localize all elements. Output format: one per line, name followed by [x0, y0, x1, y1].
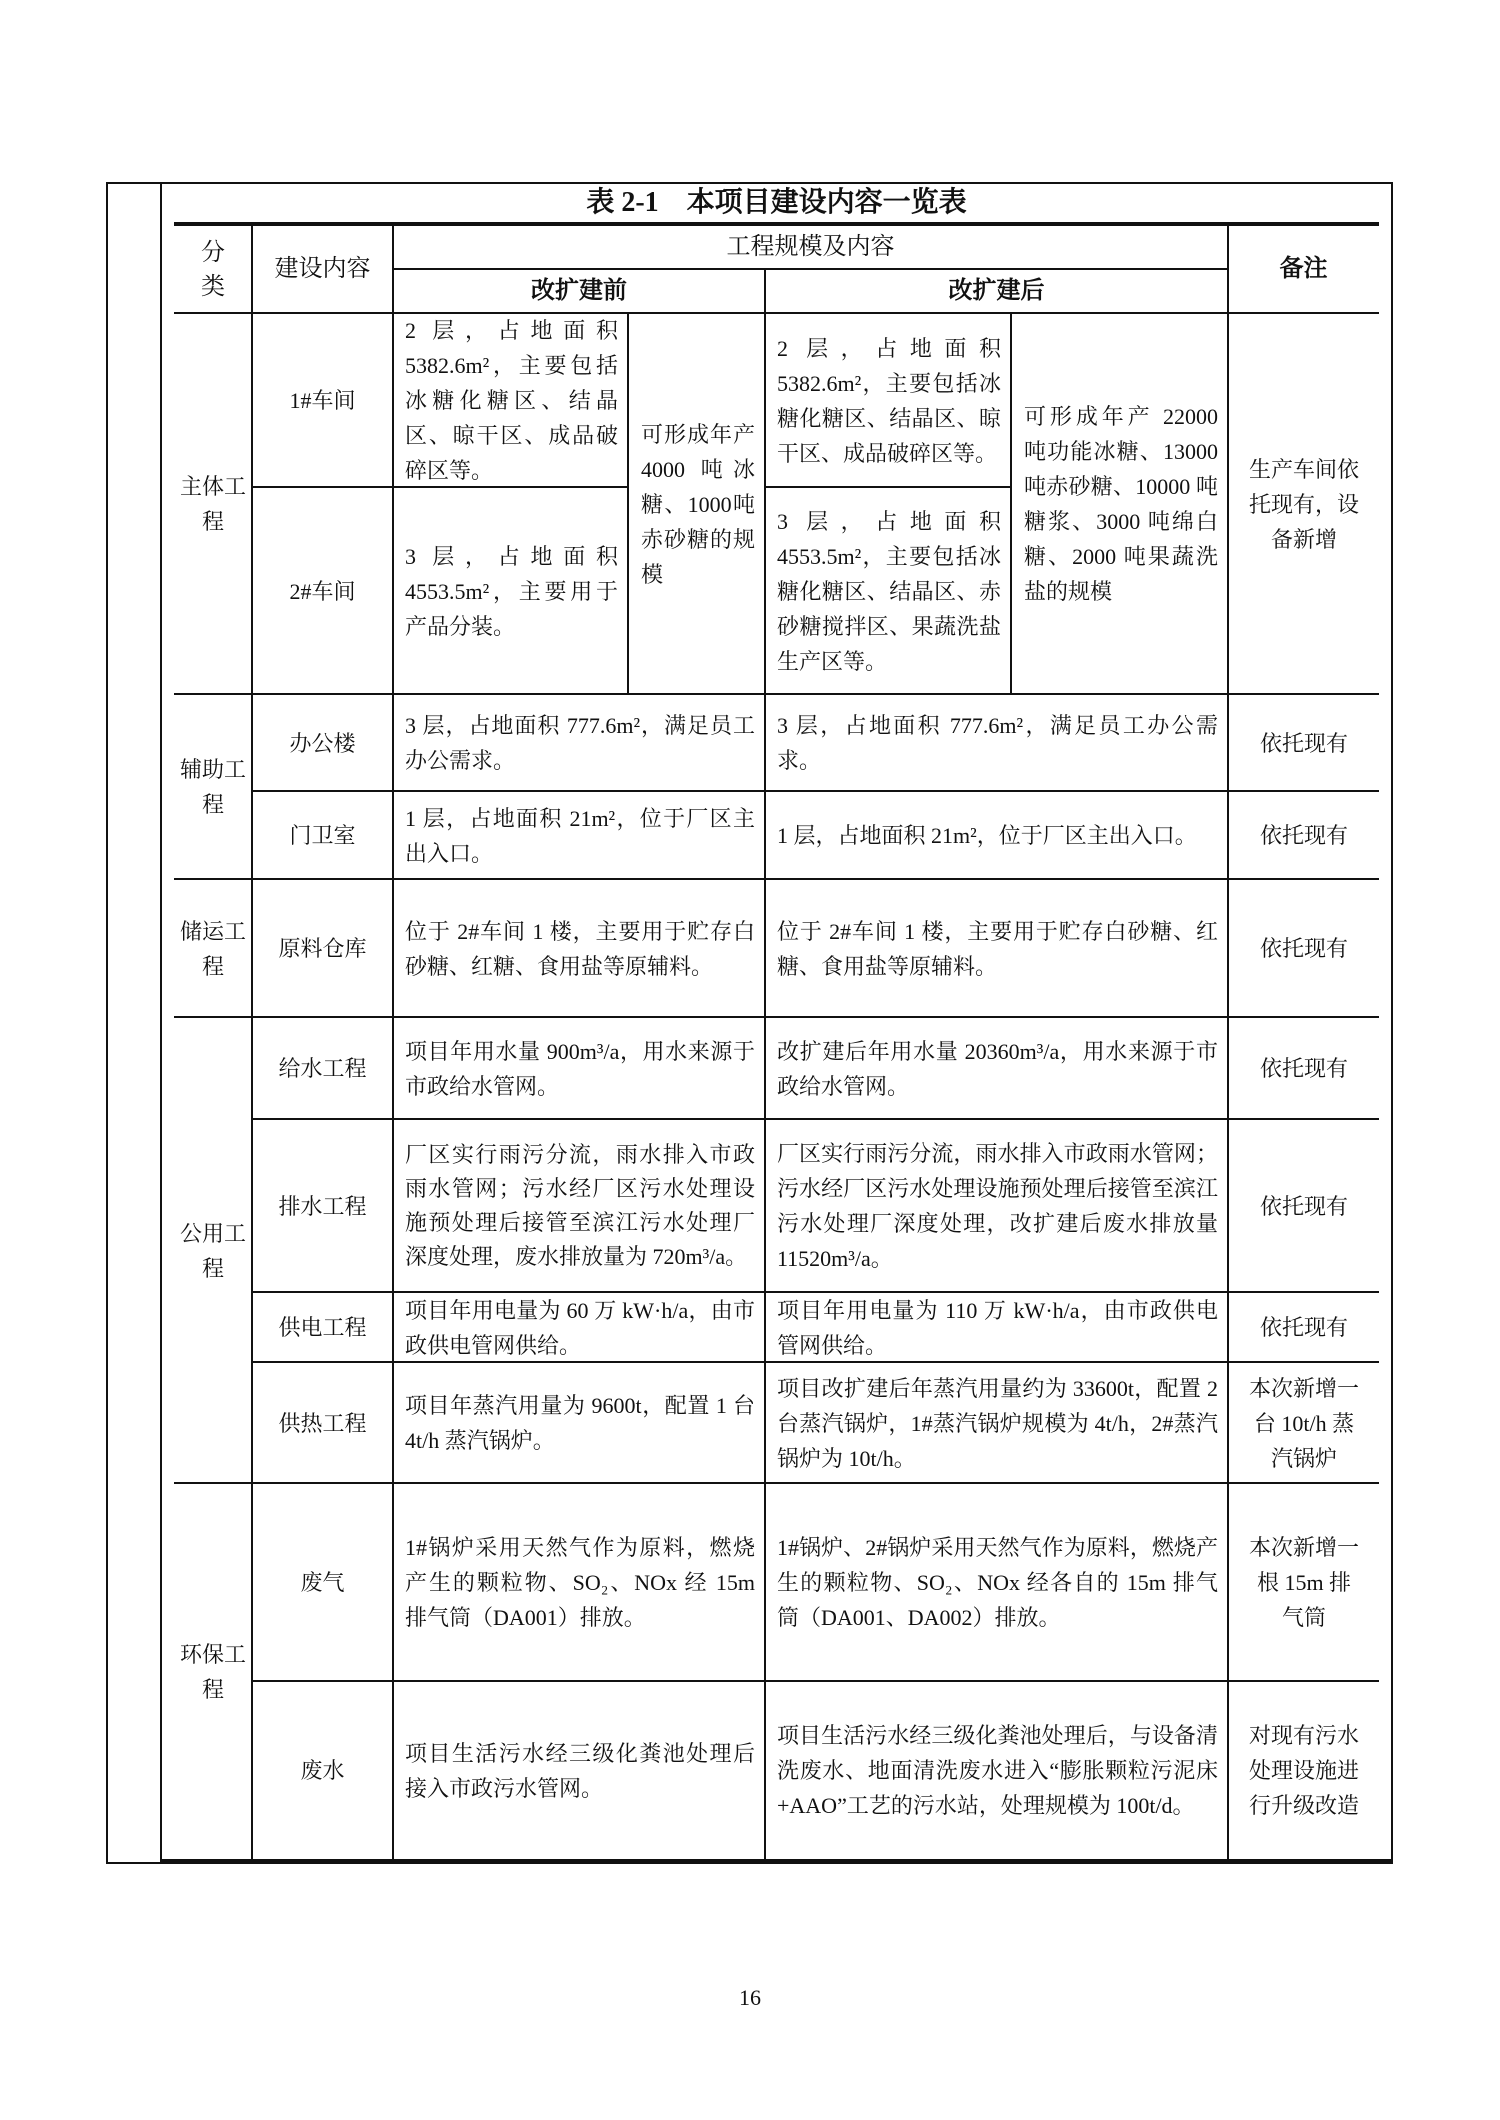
header-before — [393, 270, 765, 313]
before-gate — [393, 792, 765, 879]
cell-text: 1#锅炉、2#锅炉采用天然气作为原料，燃烧产生的颗粒物、SO₂、NOx 经各自的 15m 排气筒（DA001、DA002）排放。 — [777, 1535, 1218, 1630]
cell-text: 3 层，占地面积 4553.5m²，主要包括冰糖化糖区、结晶区、赤砂糖搅拌区、果蔬洗盐生产区等。 — [777, 508, 1001, 674]
after-storage — [765, 880, 1228, 1017]
table-bottom-rule — [160, 1859, 1393, 1864]
remark-gas — [1229, 1484, 1379, 1681]
before-heat — [393, 1363, 765, 1483]
after-capacity — [1012, 314, 1228, 694]
before-capacity — [629, 314, 765, 694]
frame-inner-divider — [160, 182, 162, 1864]
header-after-text: 改扩建后 — [948, 278, 1045, 304]
before-ws2 — [393, 488, 628, 694]
item-text: 供热工程 — [278, 1410, 367, 1436]
header-before-text: 改扩建前 — [531, 278, 627, 304]
cell-text: 可形成年产 22000 吨功能冰糖、13000 吨赤砂糖、10000 吨糖浆、3000 吨绵白糖、2000 吨果蔬洗盐的规模 — [1024, 404, 1218, 604]
remark-drain — [1229, 1120, 1379, 1292]
item-power — [252, 1293, 393, 1362]
cell-text: 3 层，占地面积 777.6m²，满足员工办公需求。 — [405, 713, 755, 773]
header-after — [765, 270, 1228, 313]
group-aux-label: 辅助工程 — [179, 757, 246, 817]
cell-text: 生产车间依托现有，设备新增 — [1248, 456, 1359, 552]
item-drain — [252, 1120, 393, 1292]
after-power — [765, 1293, 1228, 1362]
header-remark-text: 备注 — [1279, 256, 1328, 282]
cell-text: 1 层，占地面积 21m²，位于厂区主出入口。 — [405, 805, 755, 866]
before-ws1 — [393, 314, 628, 487]
item-text: 1#车间 — [289, 388, 356, 413]
before-drain — [393, 1120, 765, 1292]
cell-text: 依托现有 — [1259, 1193, 1348, 1219]
page-number: 16 — [739, 1985, 761, 2010]
group-utility-label: 公用工程 — [179, 1220, 246, 1281]
cell-text: 对现有污水处理设施进行升级改造 — [1248, 1723, 1359, 1818]
item-heat — [252, 1363, 393, 1483]
header-category — [174, 226, 252, 313]
remark-power — [1229, 1293, 1379, 1362]
group-aux — [174, 695, 252, 879]
remark-heat — [1229, 1363, 1379, 1483]
before-storage — [393, 880, 765, 1017]
group-storage-label: 储运工程 — [179, 918, 246, 979]
cell-text: 厂区实行雨污分流，雨水排入市政雨水管网；污水经厂区污水处理设施预处理后接管至滨江污水处理厂深度处理，废水排放量为 720m³/a。 — [405, 1142, 755, 1269]
cell-text: 可形成年产 4000 吨冰糖、1000吨赤砂糖的规模 — [641, 421, 755, 587]
remark-main — [1229, 314, 1379, 694]
cell-text: 依托现有 — [1259, 936, 1348, 961]
item-text: 门卫室 — [289, 823, 356, 848]
item-text: 2#车间 — [289, 578, 356, 604]
cell-text: 项目改扩建后年蒸汽用量约为 33600t，配置 2 台蒸汽锅炉，1#蒸汽锅炉规模为 4t/h，2#蒸汽锅炉为 10t/h。 — [777, 1375, 1218, 1471]
cell-text: 项目生活污水经三级化粪池处理后接入市政污水管网。 — [405, 1740, 755, 1801]
cell-text: 项目生活污水经三级化粪池处理后，与设备清洗废水、地面清洗废水进入“膨胀颗粒污泥床+AAO”工艺的污水站，处理规模为 100t/d。 — [777, 1723, 1218, 1818]
header-scale — [393, 226, 1228, 269]
after-drain — [765, 1120, 1228, 1292]
header-scale-text: 工程规模及内容 — [726, 234, 895, 260]
item-text: 供电工程 — [278, 1315, 367, 1340]
cell-text: 项目年用电量为 110 万 kW·h/a，由市政供电管网供给。 — [777, 1297, 1218, 1358]
group-main — [174, 314, 252, 694]
item-ws2 — [252, 488, 393, 694]
before-office — [393, 695, 765, 791]
item-text: 废水 — [300, 1758, 345, 1783]
before-power — [393, 1293, 765, 1362]
item-water — [252, 1018, 393, 1119]
after-heat — [765, 1363, 1228, 1483]
table-title: 表 2-1 本项目建设内容一览表 — [586, 187, 967, 218]
item-text: 原料仓库 — [278, 936, 367, 961]
before-gas — [393, 1484, 765, 1681]
cell-text: 1#锅炉采用天然气作为原料，燃烧产生的颗粒物、SO₂、NOx 经 15m 排气筒（DA001）排放。 — [405, 1535, 755, 1630]
item-storage — [252, 880, 393, 1017]
after-water — [765, 1018, 1228, 1119]
cell-text: 本次新增一根 15m 排气筒 — [1248, 1535, 1359, 1630]
item-text: 排水工程 — [278, 1193, 367, 1219]
after-gas — [765, 1484, 1228, 1681]
cell-text: 改扩建后年用水量 20360m³/a，用水来源于市政给水管网。 — [777, 1038, 1218, 1099]
group-env-label: 环保工程 — [179, 1642, 246, 1702]
cell-text: 3 层，占地面积 777.6m²，满足员工办公需求。 — [777, 713, 1218, 773]
cell-text: 2 层，占地面积 5382.6m²，主要包括冰糖化糖区、结晶区、晾干区、成品破碎区等。 — [405, 318, 618, 483]
item-text: 给水工程 — [278, 1056, 367, 1081]
header-content — [252, 226, 393, 313]
item-ws1 — [252, 314, 393, 487]
item-wastewater — [252, 1682, 393, 1859]
cell-text: 项目年蒸汽用量为 9600t，配置 1 台 4t/h 蒸汽锅炉。 — [405, 1393, 755, 1453]
group-storage — [174, 880, 252, 1017]
cell-text: 1 层，占地面积 21m²，位于厂区主出入口。 — [777, 823, 1197, 848]
item-gate — [252, 792, 393, 879]
header-category-text: 分类 — [201, 239, 225, 300]
after-office — [765, 695, 1228, 791]
item-gas — [252, 1484, 393, 1681]
cell-text: 位于 2#车间 1 楼，主要用于贮存白砂糖、红糖、食用盐等原辅料。 — [405, 918, 755, 979]
after-wastewater — [765, 1682, 1228, 1859]
remark-storage — [1229, 880, 1379, 1017]
item-text: 废气 — [300, 1570, 345, 1595]
after-ws2 — [765, 488, 1011, 694]
cell-text: 依托现有 — [1259, 730, 1348, 756]
item-office — [252, 695, 393, 791]
cell-text: 3 层，占地面积 4553.5m²，主要用于产品分装。 — [405, 543, 618, 639]
cell-text: 本次新增一台 10t/h 蒸汽锅炉 — [1248, 1375, 1359, 1471]
cell-text: 依托现有 — [1259, 1056, 1348, 1081]
cell-text: 厂区实行雨污分流，雨水排入市政雨水管网；污水经厂区污水处理设施预处理后接管至滨江污水处理厂深度处理，改扩建后废水排放量 11520m³/a。 — [777, 1141, 1218, 1271]
remark-gate — [1229, 792, 1379, 879]
remark-water — [1229, 1018, 1379, 1119]
after-gate — [765, 792, 1228, 879]
remark-office — [1229, 695, 1379, 791]
cell-text: 2 层，占地面积 5382.6m²，主要包括冰糖化糖区、结晶区、晾干区、成品破碎区等。 — [777, 335, 1001, 466]
header-remark — [1228, 226, 1379, 313]
cell-text: 依托现有 — [1259, 1315, 1348, 1340]
group-main-label: 主体工程 — [179, 474, 246, 534]
cell-text: 项目年用水量 900m³/a，用水来源于市政给水管网。 — [405, 1038, 755, 1099]
before-water — [393, 1018, 765, 1119]
group-env — [174, 1484, 252, 1860]
cell-text: 依托现有 — [1259, 823, 1348, 848]
cell-text: 项目年用电量为 60 万 kW·h/a，由市政供电管网供给。 — [405, 1297, 755, 1358]
item-text: 办公楼 — [289, 730, 356, 756]
group-utility — [174, 1018, 252, 1483]
cell-text: 位于 2#车间 1 楼，主要用于贮存白砂糖、红糖、食用盐等原辅料。 — [777, 918, 1218, 979]
header-content-text: 建设内容 — [274, 256, 371, 282]
before-wastewater — [393, 1682, 765, 1859]
remark-wastewater — [1229, 1682, 1379, 1859]
after-ws1 — [765, 314, 1011, 487]
